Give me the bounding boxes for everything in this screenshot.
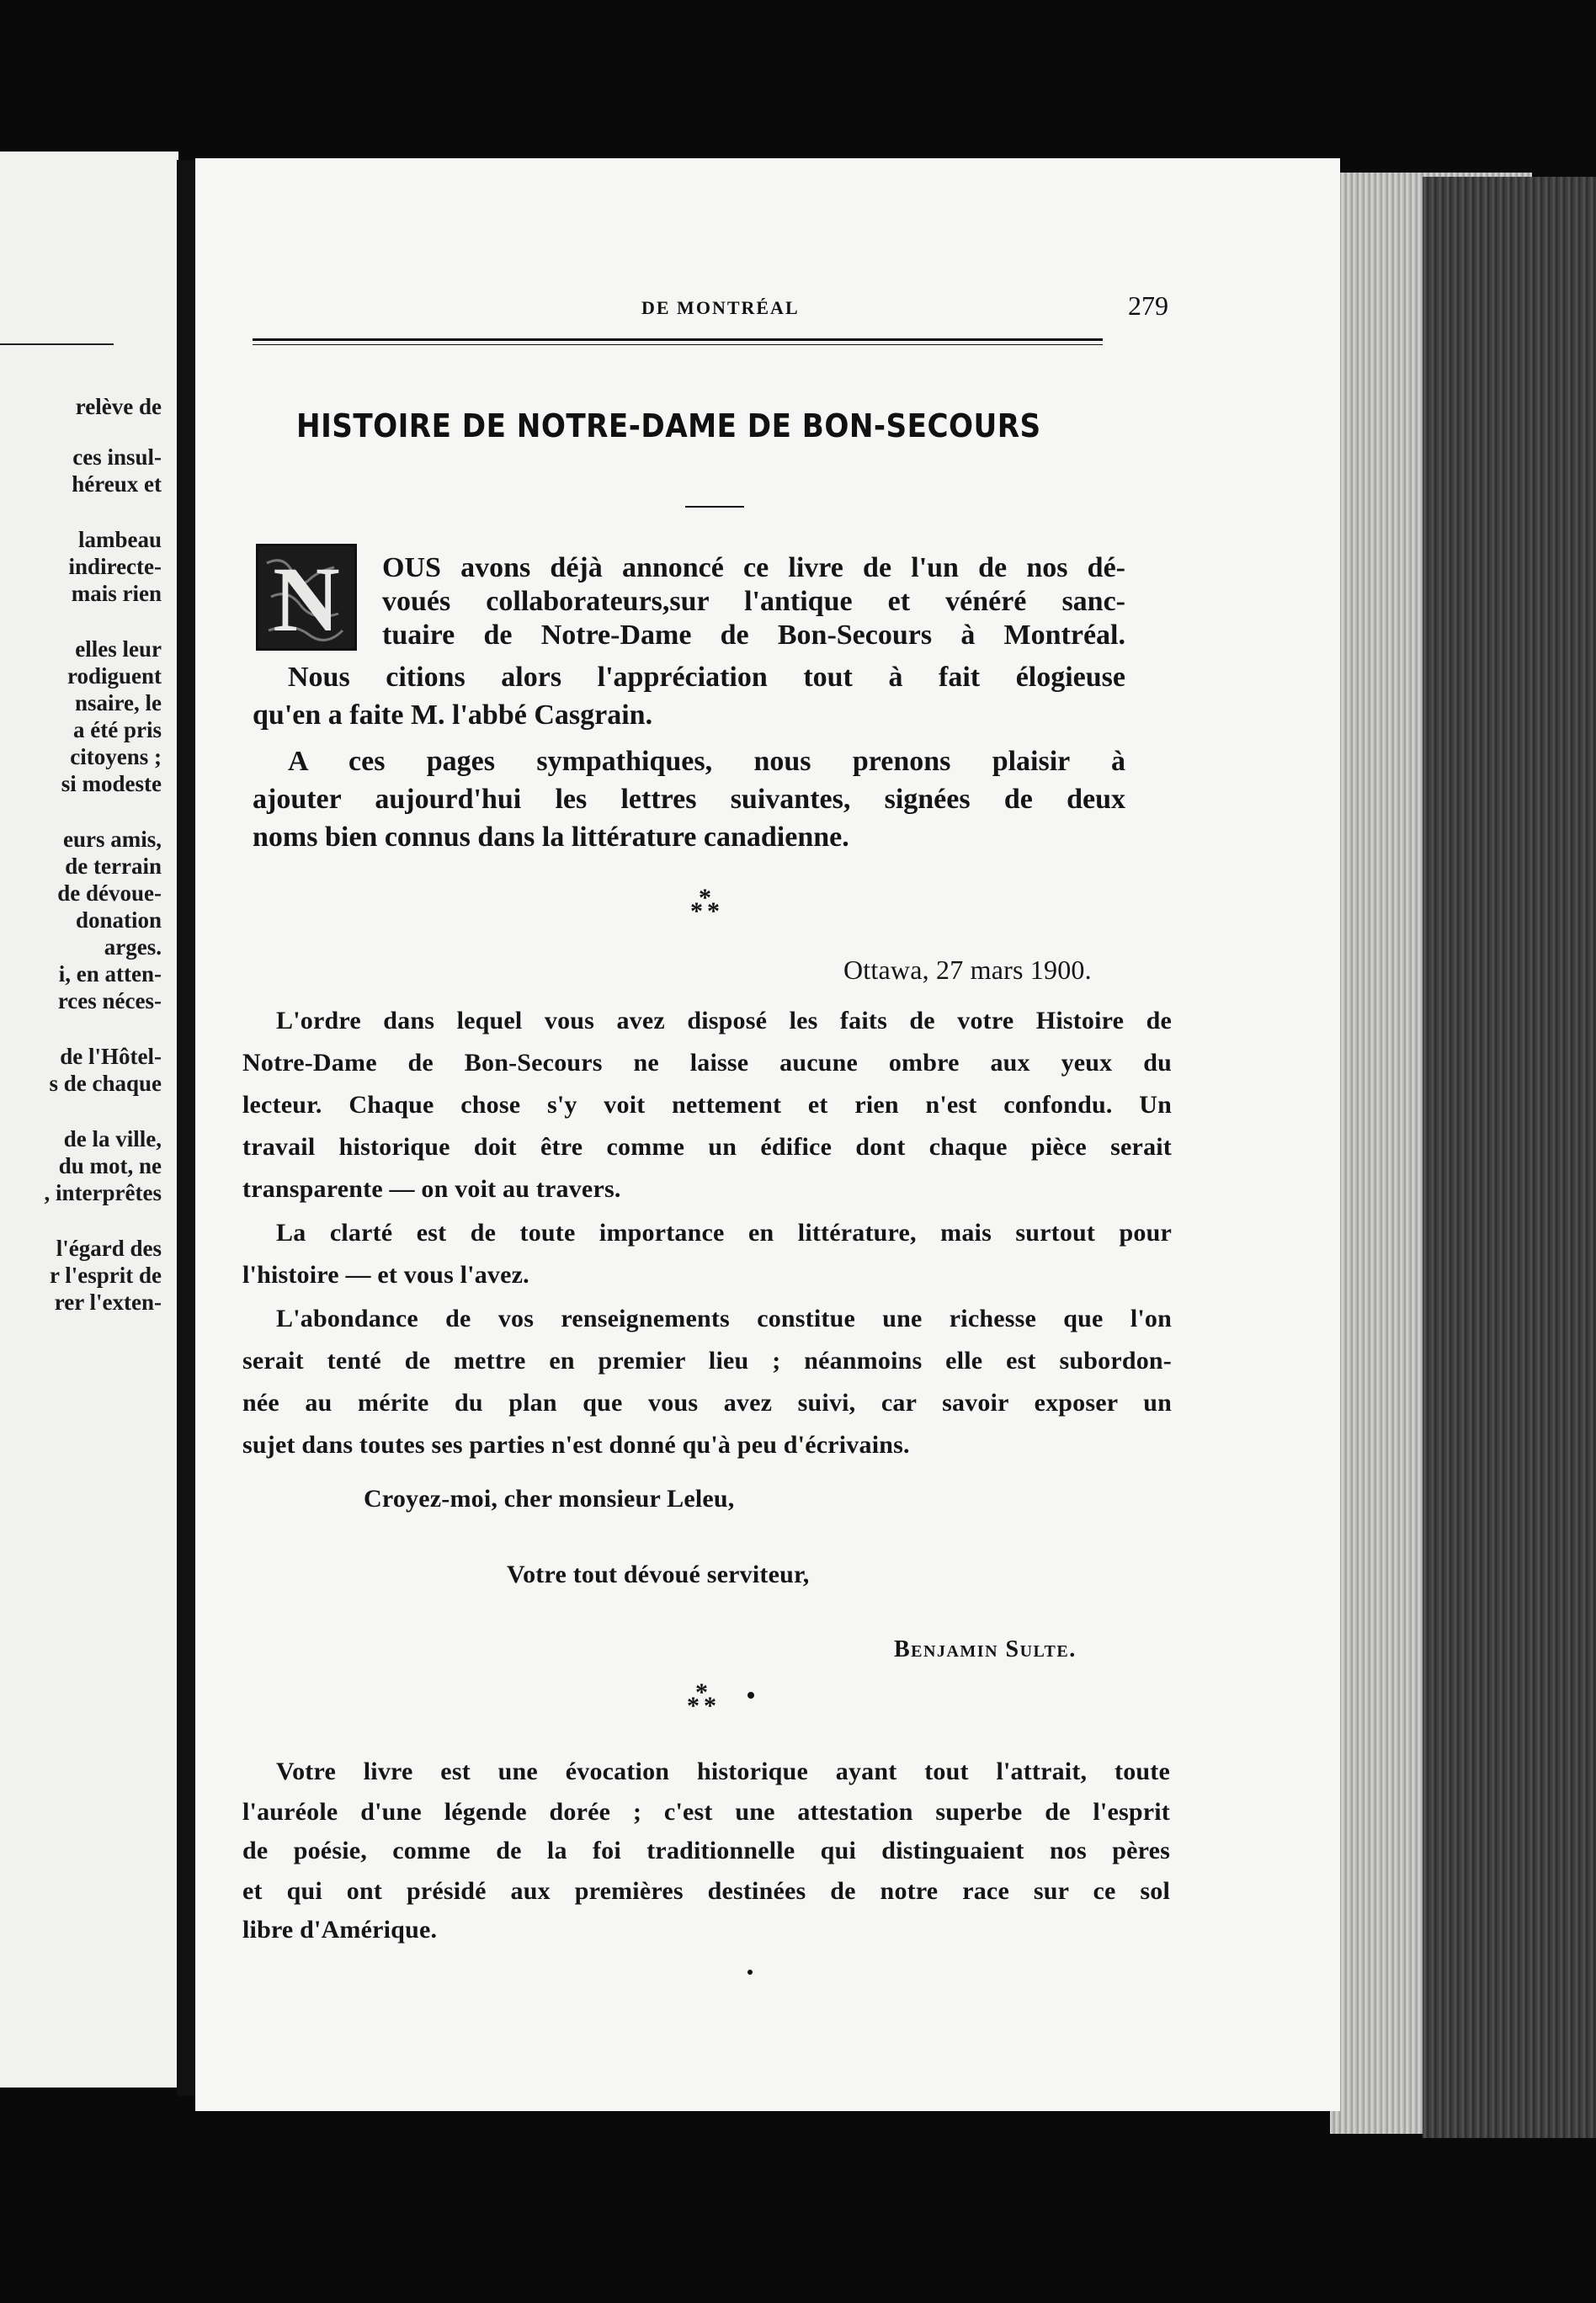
- book-fore-edge: [1423, 177, 1596, 2138]
- intro-line: voués collaborateurs,sur l'antique et vénéré sanc-: [382, 586, 1125, 617]
- page-number: 279: [1128, 290, 1168, 321]
- left-page-line: a été pris: [73, 717, 162, 742]
- letter1-line: transparente — on voit au travers.: [242, 1175, 621, 1203]
- letter1-line: née au mérite du plan que vous avez suivi, car savoir exposer un: [242, 1389, 1172, 1417]
- left-page-line: de la ville,: [63, 1126, 162, 1152]
- letter1-signature: Benjamin Sulte.: [894, 1636, 1077, 1662]
- left-page-line: indirecte-: [68, 554, 162, 579]
- intro-line: noms bien connus dans la littérature canadienne.: [253, 822, 849, 853]
- dropcap-n-icon: [256, 544, 357, 651]
- left-page-line: eurs amis,: [63, 827, 162, 852]
- letter2-line: de poésie, comme de la foi traditionnelle qui distinguaient nos pères: [242, 1837, 1170, 1864]
- left-page-line: , interprêtes: [44, 1180, 162, 1205]
- left-page-line: si modeste: [61, 771, 162, 796]
- letter1-line: L'abondance de vos renseignements constitue une richesse que l'on: [276, 1305, 1172, 1332]
- letter1-line: l'histoire — et vous l'avez.: [242, 1261, 529, 1289]
- left-page-rule: [0, 343, 114, 345]
- left-page-line: citoyens ;: [70, 744, 162, 769]
- book-gutter: [177, 160, 195, 2096]
- left-page-line: relève de: [75, 394, 162, 419]
- dropcap-letter: N: [273, 548, 340, 648]
- intro-line: ajouter aujourd'hui les lettres suivantes, signées de deux: [253, 784, 1125, 815]
- letter1-closing: Votre tout dévoué serviteur,: [507, 1561, 810, 1588]
- left-page-line: s de chaque: [49, 1071, 162, 1096]
- left-page-line: i, en atten-: [58, 961, 162, 987]
- left-page-line: de l'Hôtel-: [60, 1044, 162, 1069]
- left-page-line: rer l'exten-: [54, 1290, 162, 1315]
- intro-line: Nous citions alors l'appréciation tout à fait élogieuse: [288, 662, 1125, 693]
- header-rule-thin: [253, 344, 1103, 345]
- left-page-line: de terrain: [65, 854, 162, 879]
- letter2-line: l'auréole d'une légende dorée ; c'est une attestation superbe de l'esprit: [242, 1798, 1170, 1826]
- intro-line: A ces pages sympathiques, nous prenons plaisir à: [288, 746, 1125, 777]
- left-page-line: de dévoue-: [57, 880, 162, 906]
- title-dash: [685, 506, 744, 508]
- running-head: DE MONTRÉAL: [641, 297, 800, 318]
- book-page: DE MONTRÉAL 279 HISTOIRE DE NOTRE-DAME DE BON-SECOURS N OUS avons déjà annoncé ce livre de l'un de nos dé- voués collaborateurs,sur l'antique et vénéré sanc- tuaire de Notre-Dame de Bon-Secours à Montréal. Nous citions alors l'appréciation tout à fait élogieuse qu'en a faite M. l'abbé Casgrain. A ces pages sympathiques, nous prenons plaisir à ajouter aujourd'hui les lettres suivantes, signées de deux noms bien connus dans la littérature canadienne. * * * Ottawa, 27 mars 1900. L'ordre dans lequel vous avez disposé les faits de votre Histoire de Notre-Dame de Bon-Secours ne laisse aucune ombre aux yeux du lecteur. Chaque chose s'y voit nettement et rien n'est confondu. Un travail historique doit être comme un édifice dont chaque pièce serait transparente — on voit au travers. La clarté est de toute importance en littérature, mais surtout pour l'histoire — et vous l'avez. L'abondance de vos renseignements constitue une richesse que l'on serait tenté de mettre en premier lieu ; néanmoins elle est subordon- née au mérite du plan que vous avez suivi, car savoir exposer un sujet dans toutes ses parties n'est donné qu'à peu d'écrivains. Croyez-moi, cher monsieur Leleu, Votre tout dévoué serviteur, Benjamin Sulte. * * * Votre livre est une évocation historique ayant tout l'attrait, toute l'auréole d'une légende dorée ; c'est une attestation superbe de l'esprit de poésie, comme de la foi traditionnelle qui distinguaient nos pères et qui ont présidé aux premières destinées de notre race sur ce sol libre d'Amérique.: [195, 158, 1340, 2111]
- letter1-salutation: Croyez-moi, cher monsieur Leleu,: [364, 1485, 735, 1513]
- left-page-line: rodiguent: [66, 663, 162, 689]
- left-page-line: du mot, ne: [58, 1153, 162, 1178]
- letter2-line: et qui ont présidé aux premières destinées de notre race sur ce sol: [242, 1877, 1170, 1905]
- left-page-line: ces insul-: [72, 444, 162, 470]
- header-rule: [253, 338, 1103, 341]
- left-page-line: lambeau: [77, 527, 162, 552]
- ink-spot: [747, 1692, 754, 1699]
- letter2-line: Votre livre est une évocation historique ayant tout l'attrait, toute: [276, 1758, 1170, 1785]
- letter1-line: L'ordre dans lequel vous avez disposé les faits de votre Histoire de: [276, 1007, 1172, 1034]
- left-page-line: donation: [75, 907, 162, 933]
- letter1-line: serait tenté de mettre en premier lieu ; néanmoins elle est subordon-: [242, 1347, 1172, 1375]
- left-page-line: mais rien: [71, 581, 162, 606]
- letter1-line: sujet dans toutes ses parties n'est donné qu'à peu d'écrivains.: [242, 1431, 910, 1459]
- left-page: [0, 152, 178, 2088]
- letter1-line: travail historique doit être comme un édifice dont chaque pièce serait: [242, 1133, 1172, 1161]
- intro-line: tuaire de Notre-Dame de Bon-Secours à Montréal.: [382, 620, 1125, 651]
- left-page-line: l'égard des: [56, 1236, 162, 1261]
- left-page-line: r l'esprit de: [50, 1263, 162, 1288]
- left-page-line: nsaire, le: [75, 690, 162, 715]
- article-title: HISTOIRE DE NOTRE-DAME DE BON-SECOURS: [296, 407, 1041, 444]
- letter1-line: lecteur. Chaque chose s'y voit nettement et rien n'est confondu. Un: [242, 1091, 1172, 1119]
- intro-line: OUS avons déjà annoncé ce livre de l'un de nos dé-: [382, 552, 1125, 583]
- letter1-line: La clarté est de toute importance en littérature, mais surtout pour: [276, 1219, 1172, 1247]
- intro-line: qu'en a faite M. l'abbé Casgrain.: [253, 699, 653, 731]
- left-page-line: arges.: [104, 934, 162, 960]
- left-page-line: héreux et: [72, 471, 162, 497]
- left-page-line: rces néces-: [57, 988, 162, 1013]
- letter1-line: Notre-Dame de Bon-Secours ne laisse aucune ombre aux yeux du: [242, 1049, 1172, 1077]
- letter2-line: libre d'Amérique.: [242, 1916, 438, 1944]
- left-page-line: elles leur: [75, 636, 162, 662]
- letter1-dateline: Ottawa, 27 mars 1900.: [843, 955, 1092, 985]
- ink-spot: [747, 1970, 753, 1975]
